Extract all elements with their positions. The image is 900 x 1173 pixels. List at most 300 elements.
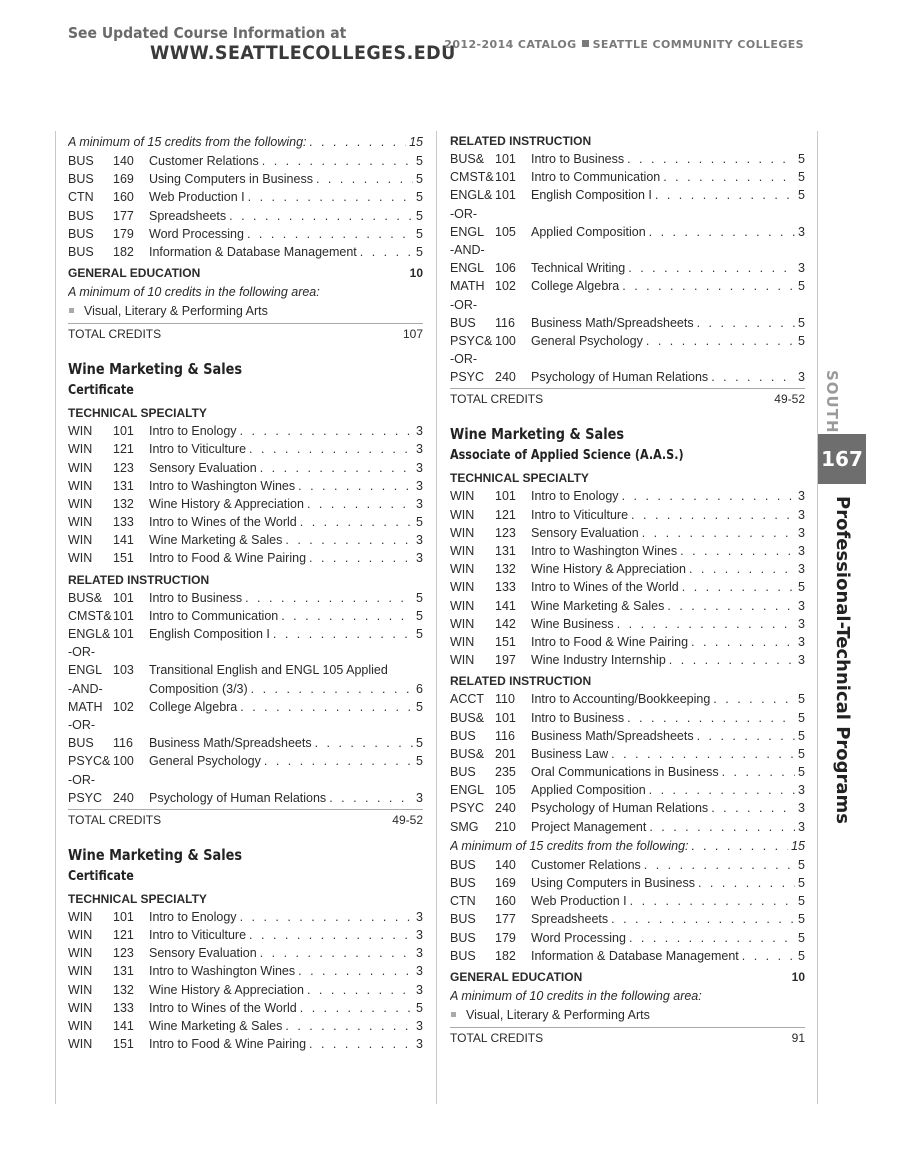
dot-leader: [608, 910, 795, 928]
section-credits: 10: [409, 266, 423, 281]
note-credits: 15: [409, 135, 423, 149]
course-dept: -AND-: [68, 681, 103, 696]
total-label: TOTAL CREDITS: [450, 392, 544, 407]
course-title-cell: [531, 487, 805, 505]
course-title: Composition (3/3): [149, 681, 248, 696]
course-credits: 5: [416, 190, 423, 205]
dot-leader: [626, 929, 795, 947]
course-dept: PSYC: [450, 370, 485, 385]
course-dept: BUS: [68, 154, 94, 168]
course-title-cell: [531, 910, 805, 928]
dot-leader: [245, 188, 413, 206]
course-dept: BUS: [450, 857, 476, 872]
dot-leader: [306, 1035, 413, 1053]
course-number: 179: [113, 226, 134, 241]
course-row: [68, 771, 423, 789]
course-title: Intro to Business: [531, 710, 625, 725]
course-row: [450, 781, 805, 799]
course-number: 101: [113, 608, 134, 623]
course-title-cell: [531, 892, 805, 910]
course-dept: ENGL: [68, 663, 103, 678]
total-credits-row: [68, 323, 423, 344]
dot-leader: [646, 223, 795, 241]
course-title-cell: [149, 207, 423, 225]
course-number: 116: [113, 736, 133, 751]
course-credits: 5: [798, 728, 805, 743]
course-dept: BUS: [68, 736, 94, 751]
course-row: [450, 277, 805, 295]
course-credits: 5: [798, 857, 805, 872]
section-title-vertical: Professional-Technical Programs: [832, 496, 853, 825]
dot-leader: [639, 524, 795, 542]
course-credits: 5: [416, 754, 423, 769]
course-dept: ENGL&: [450, 188, 493, 203]
requirement-note: [68, 282, 423, 302]
course-row: [450, 487, 805, 505]
course-title-cell: [531, 259, 805, 277]
course-title: Wine Business: [531, 616, 614, 631]
course-number: 105: [495, 783, 516, 798]
course-number: 102: [113, 699, 134, 714]
total-label: TOTAL CREDITS: [450, 1030, 544, 1045]
dot-leader: [708, 368, 795, 386]
course-dept: -OR-: [450, 297, 478, 312]
course-title-cell: [531, 745, 805, 763]
course-row: [68, 589, 423, 607]
course-credits: 3: [416, 928, 423, 943]
course-title-cell: [149, 908, 423, 926]
dot-leader: [624, 709, 795, 727]
course-row: [450, 542, 805, 560]
dot-leader: [641, 856, 795, 874]
bullet-item: [68, 302, 423, 321]
course-dept: -OR-: [68, 772, 96, 787]
course-title-cell: [531, 690, 805, 708]
bullet-text: Visual, Literary & Performing Arts: [84, 304, 268, 319]
course-dept: PSYC: [450, 801, 485, 816]
course-row: [68, 999, 423, 1017]
course-title: Psychology of Human Relations: [531, 801, 709, 816]
course-credits: 5: [416, 736, 423, 751]
course-row: [68, 734, 423, 752]
program-title: Wine Marketing & Sales: [68, 360, 243, 379]
course-dept: WIN: [68, 909, 93, 924]
course-credits: 5: [416, 515, 423, 530]
course-row: [68, 680, 423, 698]
dot-leader: [242, 589, 413, 607]
course-number: 177: [113, 208, 134, 223]
total-credits-row: [68, 809, 423, 830]
total-credits-row: [450, 388, 805, 409]
note-text: A minimum of 10 credits in the following area:: [450, 988, 702, 1003]
course-title: Using Computers in Business: [149, 172, 313, 187]
course-number: 101: [113, 424, 134, 439]
course-dept: BUS&: [450, 710, 485, 725]
course-credits: 5: [798, 894, 805, 909]
course-number: 141: [495, 598, 516, 613]
course-row: [450, 633, 805, 651]
course-number: 132: [113, 496, 134, 511]
course-dept: WIN: [450, 562, 475, 577]
course-title: Wine History & Appreciation: [149, 982, 304, 997]
course-title: Sensory Evaluation: [149, 946, 257, 961]
course-title-cell: [531, 781, 805, 799]
dot-leader: [627, 892, 795, 910]
dot-leader: [625, 259, 795, 277]
course-title-cell: [149, 459, 423, 477]
dot-leader: [297, 999, 413, 1017]
course-title-cell: [531, 223, 805, 241]
dot-leader: [710, 690, 795, 708]
left-column: [68, 132, 423, 1053]
header-website-url[interactable]: WWW.SEATTLECOLLEGES.EDU: [150, 42, 456, 64]
course-dept: ENGL&: [68, 627, 111, 641]
course-title: Customer Relations: [531, 857, 641, 872]
section-heading-text: RELATED INSTRUCTION: [450, 134, 592, 148]
course-row: [68, 495, 423, 513]
course-row: [68, 625, 423, 643]
course-number: 182: [495, 948, 516, 963]
course-title: Applied Composition: [531, 783, 646, 798]
dot-leader: [259, 152, 413, 170]
course-dept: WIN: [68, 460, 93, 475]
course-row: [68, 207, 423, 225]
course-row: [450, 314, 805, 332]
course-row: [450, 799, 805, 817]
course-title-cell: [149, 944, 423, 962]
course-title-cell: [149, 661, 423, 679]
dot-leader: [306, 549, 413, 567]
total-label: TOTAL CREDITS: [68, 812, 162, 827]
course-title: Business Law: [531, 746, 609, 761]
left-margin-rule: [55, 131, 56, 1104]
dot-leader: [619, 487, 795, 505]
course-credits: 3: [416, 982, 423, 997]
course-row: [68, 661, 423, 679]
course-row: [450, 150, 805, 168]
course-number: 197: [495, 653, 516, 668]
square-separator-icon: [582, 40, 589, 47]
course-title: Intro to Wines of the World: [149, 1000, 297, 1015]
course-credits: 3: [798, 634, 805, 649]
course-dept: MATH: [450, 279, 485, 294]
course-number: 102: [495, 279, 516, 294]
course-dept: PSYC: [68, 790, 103, 805]
course-number: 151: [495, 634, 516, 649]
course-title: Word Processing: [149, 226, 244, 241]
course-dept: BUS: [450, 912, 476, 927]
course-row: [68, 962, 423, 980]
course-title: Customer Relations: [149, 154, 259, 168]
requirement-note: [450, 986, 805, 1006]
course-number: 240: [495, 801, 516, 816]
course-title: Web Production I: [531, 894, 627, 909]
course-dept: WIN: [68, 1000, 93, 1015]
course-title-cell: [149, 999, 423, 1017]
course-row: [450, 690, 805, 708]
course-dept: WIN: [450, 544, 475, 558]
dot-leader: [257, 944, 413, 962]
course-number: 140: [113, 154, 134, 168]
course-credits: 3: [798, 507, 805, 522]
dot-leader: [312, 734, 413, 752]
course-dept: ENGL: [450, 261, 485, 276]
course-title: General Psychology: [149, 754, 261, 769]
course-credits: 5: [798, 930, 805, 945]
course-number: 240: [495, 370, 516, 385]
course-dept: BUS: [68, 244, 94, 259]
course-dept: -OR-: [68, 645, 96, 660]
course-title: College Algebra: [531, 279, 620, 294]
course-row: [450, 259, 805, 277]
course-dept: BUS&: [450, 152, 485, 166]
dot-leader: [261, 752, 413, 770]
course-row: [450, 368, 805, 386]
dot-leader: [297, 513, 413, 531]
dot-leader: [694, 727, 795, 745]
course-title-cell: [531, 168, 805, 186]
course-title: Intro to Viticulture: [149, 928, 247, 943]
course-credits: 3: [416, 496, 423, 511]
course-title-cell: [531, 874, 805, 892]
course-number: 179: [495, 930, 516, 945]
course-title-cell: [149, 926, 423, 944]
course-title: Oral Communications in Business: [531, 765, 719, 780]
course-dept: BUS: [450, 728, 476, 743]
course-credits: 3: [798, 370, 805, 385]
course-title: Information & Database Management: [531, 948, 739, 963]
course-title: Information & Database Management: [149, 244, 357, 259]
course-dept: CMST&: [450, 170, 494, 185]
dot-leader: [282, 1017, 413, 1035]
course-number: 101: [113, 590, 134, 605]
course-dept: WIN: [68, 424, 93, 439]
course-number: 101: [113, 627, 134, 641]
course-title: English Composition I: [531, 188, 652, 203]
course-dept: WIN: [68, 1037, 93, 1052]
course-dept: BUS&: [68, 590, 103, 605]
course-row: [68, 698, 423, 716]
course-credits: 3: [416, 533, 423, 548]
course-dept: BUS: [68, 226, 94, 241]
course-number: 101: [495, 170, 516, 185]
course-title-cell: [531, 277, 805, 295]
course-credits: 3: [798, 783, 805, 798]
program-credential: Associate of Applied Science (A.A.S.): [450, 448, 684, 464]
dot-leader: [307, 132, 407, 152]
course-dept: -OR-: [450, 206, 478, 221]
course-dept: CMST&: [68, 608, 112, 623]
course-credits: 3: [416, 790, 423, 805]
course-dept: WIN: [68, 982, 93, 997]
course-row: [68, 752, 423, 770]
course-number: 133: [113, 515, 134, 530]
course-credits: 3: [416, 478, 423, 493]
course-number: 123: [113, 946, 134, 961]
course-credits: 5: [798, 876, 805, 890]
section-heading: [68, 404, 423, 422]
course-credits: 3: [798, 489, 805, 504]
section-heading: [450, 469, 805, 487]
course-row: [68, 477, 423, 495]
course-title: Psychology of Human Relations: [149, 790, 327, 805]
course-credits: 5: [416, 627, 423, 641]
course-credits: 5: [798, 912, 805, 927]
course-title: Transitional English and ENGL 105 Applied: [149, 663, 388, 678]
course-row: [450, 856, 805, 874]
course-title: Intro to Enology: [149, 909, 237, 924]
bullet-text: Visual, Literary & Performing Arts: [466, 1007, 650, 1022]
course-credits: 5: [416, 172, 423, 187]
course-title-cell: [149, 243, 423, 261]
course-number: 182: [113, 244, 134, 259]
dot-leader: [708, 799, 795, 817]
dot-leader: [357, 243, 413, 261]
total-value: 49-52: [392, 812, 423, 827]
course-dept: -AND-: [450, 242, 485, 257]
course-row: [68, 513, 423, 531]
course-credits: 3: [798, 616, 805, 631]
course-title: Applied Composition: [531, 224, 646, 239]
course-number: 133: [495, 580, 516, 595]
course-dept: CTN: [450, 894, 476, 909]
course-number: 106: [495, 261, 516, 276]
course-title: Intro to Enology: [149, 424, 237, 439]
dot-leader: [664, 597, 795, 615]
course-title: Word Processing: [531, 930, 626, 945]
course-title: Intro to Viticulture: [531, 507, 629, 522]
note-credits: 15: [791, 838, 805, 853]
course-title: Intro to Wines of the World: [149, 515, 297, 530]
college-name: SEATTLE COMMUNITY COLLEGES: [592, 38, 804, 51]
course-number: 121: [113, 928, 134, 943]
course-row: [68, 549, 423, 567]
note-text: A minimum of 10 credits in the following area:: [68, 285, 320, 300]
course-title-cell: [149, 752, 423, 770]
course-number: 210: [495, 819, 516, 834]
course-credits: 3: [416, 424, 423, 439]
dot-leader: [282, 531, 413, 549]
course-credits: 5: [416, 699, 423, 714]
course-row: [68, 531, 423, 549]
course-dept: WIN: [450, 489, 475, 504]
course-dept: WIN: [68, 1019, 93, 1033]
course-title: Intro to Viticulture: [149, 442, 247, 457]
course-dept: WIN: [450, 598, 475, 613]
course-title: General Psychology: [531, 333, 643, 348]
course-title: English Composition I: [149, 627, 270, 641]
course-number: 151: [113, 551, 134, 566]
section-heading: [68, 890, 423, 908]
course-row: [68, 981, 423, 999]
course-title: Intro to Washington Wines: [149, 478, 296, 493]
dot-leader: [278, 607, 413, 625]
course-title-cell: [149, 152, 423, 170]
note-text: A minimum of 15 credits from the following:: [68, 135, 307, 149]
course-dept: WIN: [450, 580, 475, 595]
course-row: [450, 524, 805, 542]
course-title: Psychology of Human Relations: [531, 370, 709, 385]
course-dept: WIN: [450, 653, 475, 668]
total-label: TOTAL CREDITS: [68, 327, 162, 342]
course-dept: WIN: [68, 515, 93, 530]
dot-leader: [304, 981, 413, 999]
dot-leader: [624, 150, 795, 168]
course-dept: CTN: [68, 190, 94, 205]
header-catalog-info: [444, 38, 804, 51]
course-title-cell: [531, 651, 805, 669]
course-title-cell: [531, 597, 805, 615]
section-credits: 10: [791, 969, 805, 984]
section-heading-text: TECHNICAL SPECIALTY: [68, 406, 207, 421]
course-number: 116: [495, 728, 515, 743]
course-title-cell: [149, 680, 423, 698]
course-title: Web Production I: [149, 190, 245, 205]
course-title: Intro to Food & Wine Pairing: [149, 1037, 307, 1052]
requirement-note: [450, 836, 805, 856]
course-number: 116: [495, 315, 515, 330]
course-row: [450, 597, 805, 615]
course-number: 132: [495, 562, 516, 577]
course-row: [68, 944, 423, 962]
course-number: 177: [495, 912, 516, 927]
course-row: [450, 296, 805, 314]
catalog-years: 2012-2014 CATALOG: [444, 38, 577, 51]
course-row: [68, 188, 423, 206]
course-number: 101: [495, 710, 516, 725]
dot-leader: [244, 225, 413, 243]
course-row: [68, 422, 423, 440]
course-row: [68, 152, 423, 170]
course-title: Intro to Washington Wines: [149, 964, 296, 979]
course-title: Wine Industry Internship: [531, 653, 666, 668]
course-credits: 3: [798, 801, 805, 816]
course-credits: 5: [798, 692, 805, 707]
course-row: [450, 910, 805, 928]
course-number: 110: [495, 692, 515, 707]
course-row: [450, 892, 805, 910]
course-title-cell: [149, 1035, 423, 1053]
course-row: [68, 440, 423, 458]
course-credits: 3: [798, 261, 805, 276]
dot-leader: [679, 578, 795, 596]
course-title: College Algebra: [149, 699, 238, 714]
course-row: [450, 560, 805, 578]
course-dept: WIN: [68, 928, 93, 943]
course-credits: 3: [798, 819, 805, 834]
course-number: 160: [495, 894, 516, 909]
campus-tab: SOUTH: [823, 370, 841, 434]
course-number: 101: [113, 909, 134, 924]
course-title: Intro to Enology: [531, 489, 619, 504]
course-number: 103: [113, 663, 134, 678]
section-heading-text: TECHNICAL SPECIALTY: [68, 891, 207, 906]
course-number: 235: [495, 765, 516, 780]
course-number: 169: [495, 876, 516, 890]
bullet-item: [450, 1006, 805, 1025]
course-title-cell: [531, 332, 805, 350]
course-title-cell: [531, 578, 805, 596]
course-row: [450, 727, 805, 745]
dot-leader: [246, 440, 413, 458]
course-credits: 3: [798, 598, 805, 613]
course-dept: WIN: [68, 964, 93, 979]
course-dept: SMG: [450, 819, 479, 834]
course-row: [450, 205, 805, 223]
course-title: Spreadsheets: [531, 912, 609, 927]
course-title-cell: [149, 607, 423, 625]
course-row: [68, 459, 423, 477]
